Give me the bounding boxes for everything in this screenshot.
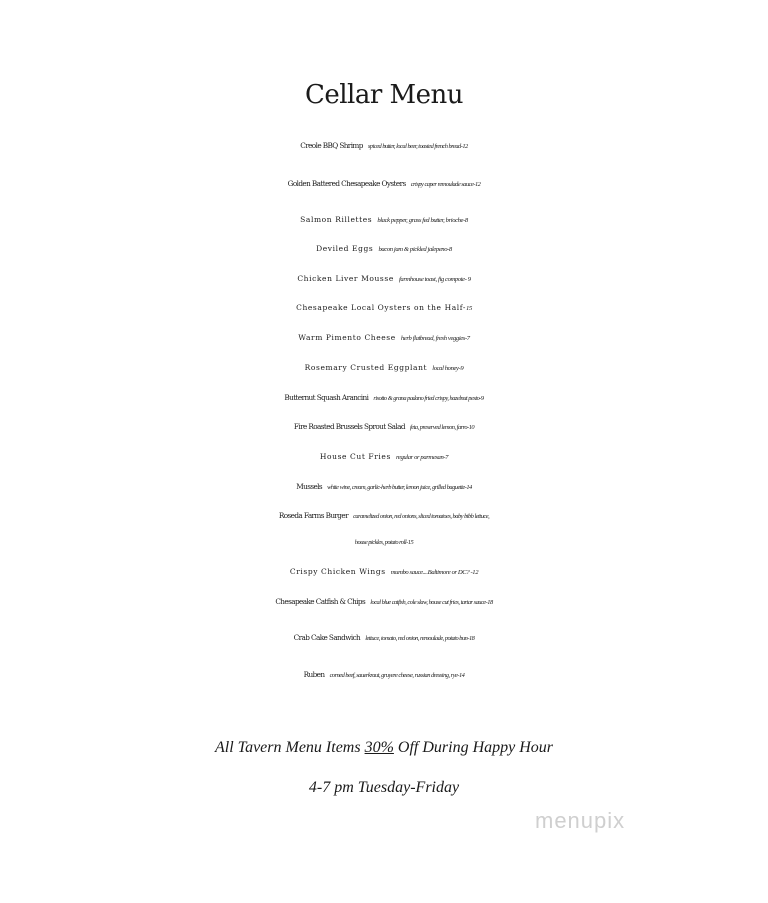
item-name: Salmon Rillettes <box>300 215 373 224</box>
item-desc: feta, preserved lemon, farro-10 <box>410 424 475 431</box>
menu-item <box>0 325 768 345</box>
item-desc: herb flatbread, fresh veggies-7 <box>400 335 470 342</box>
item-desc: risotto & grana padano fried crispy, hazelnut pesto-9 <box>373 395 484 402</box>
item-name: Mussels <box>296 482 323 491</box>
item-desc: local blue catfish, cole slaw, house cut fries, tartar sauce-18 <box>370 599 493 606</box>
item-name: Fire Roasted Brussels Sprout Salad <box>293 422 405 431</box>
happy-hour-times: 4-7 pm Tuesday-Friday <box>308 779 460 796</box>
item-desc: local honey-9 <box>432 365 464 372</box>
menu-item <box>0 385 768 405</box>
item-desc: caramelized onion, red onions, sliced tomatoes, baby bibb lettuce, <box>353 513 490 520</box>
happy-hour-note <box>0 739 768 757</box>
item-desc: bacon jam & pickled jalepeno-8 <box>378 246 452 253</box>
happy-hour-text: All Tavern Menu Items <box>214 739 365 756</box>
menu-item <box>0 133 768 153</box>
item-desc: crispy caper remoulade sauce-12 <box>410 181 481 188</box>
item-desc: corned beef, sauerkraut, gruyere cheese, russian dressing, rye-14 <box>329 672 465 679</box>
discount-percent: 30% <box>364 739 394 756</box>
menu-item <box>0 503 768 523</box>
item-name: Chesapeake Local Oysters on the Half- <box>296 303 467 312</box>
item-desc: regular or parmesan-7 <box>396 454 449 461</box>
menu-title: Cellar Menu <box>304 80 464 110</box>
menu-item <box>0 474 768 494</box>
happy-hour-text-end: Off During Happy Hour <box>393 739 554 756</box>
menu-item-continued <box>0 529 768 549</box>
item-desc: spiced butter, local beer, toasted french bread-12 <box>367 143 468 150</box>
item-name: Butternut Squash Arancini <box>284 393 369 402</box>
menu-item <box>0 207 768 227</box>
item-desc: black pepper, grass fed butter, brioche-8 <box>377 217 468 224</box>
menu-item <box>0 589 768 609</box>
menu-item <box>0 662 768 682</box>
item-desc: mumbo sauce....Baltimore or DC? -12 <box>390 569 479 576</box>
watermark-logo: menupix <box>535 808 626 833</box>
menu-item <box>0 559 768 579</box>
item-name: Warm Pimento Cheese <box>298 333 396 342</box>
item-name: Deviled Eggs <box>316 244 374 253</box>
menu-item <box>0 355 768 375</box>
menu-item <box>0 266 768 286</box>
item-name: Rosemary Crusted Eggplant <box>304 363 428 372</box>
item-name: Chicken Liver Mousse <box>297 274 394 283</box>
item-name: Ruben <box>303 670 325 679</box>
menu-item <box>0 414 768 434</box>
item-name: Crab Cake Sandwich <box>293 633 361 642</box>
menu-item <box>0 236 768 256</box>
item-desc: house pickles, potato roll-15 <box>354 539 414 546</box>
item-name: Roseda Farms Burger <box>278 511 348 520</box>
item-name: Golden Battered Chesapeake Oysters <box>287 179 406 188</box>
menu-item <box>0 171 768 191</box>
item-desc: lettuce, tomato, red onion, remoulade, potato bun-18 <box>365 635 475 642</box>
item-desc: 15 <box>466 305 472 312</box>
item-desc: white wine, cream, garlic-herb butter, lemon juice, grilled baguette-14 <box>327 484 472 491</box>
item-name: Creole BBQ Shrimp <box>300 141 363 150</box>
menu-item <box>0 295 768 315</box>
item-desc: farmhouse toast, fig compote- 9 <box>398 276 471 283</box>
menu-item <box>0 444 768 464</box>
menu-item <box>0 625 768 645</box>
item-name: House Cut Fries <box>319 452 391 461</box>
item-name: Crispy Chicken Wings <box>289 567 386 576</box>
item-name: Chesapeake Catfish & Chips <box>275 597 366 606</box>
